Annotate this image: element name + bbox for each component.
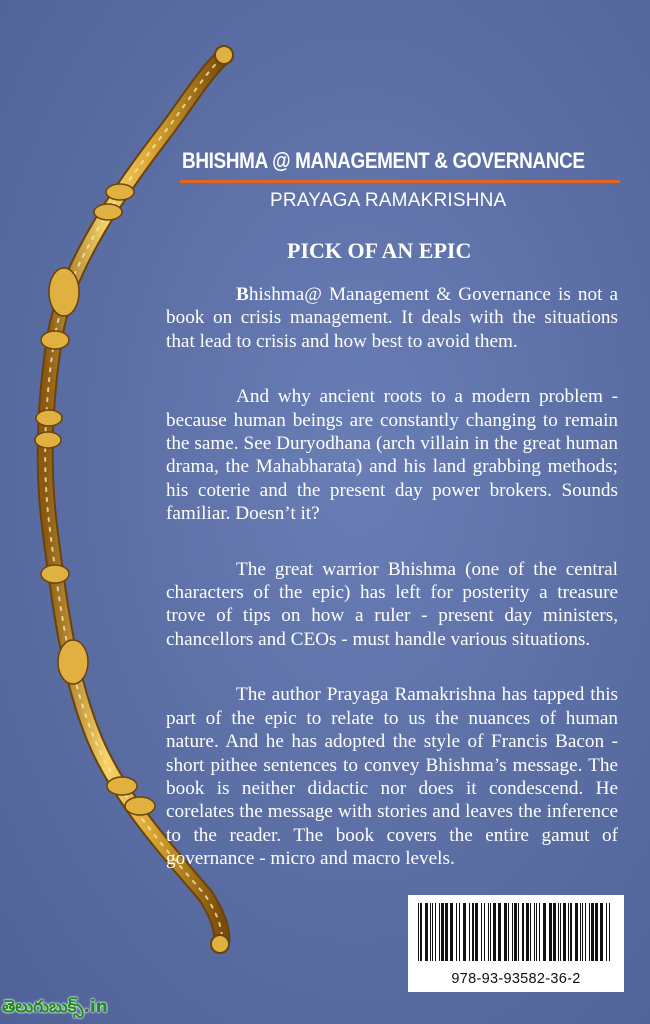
book-title: BHISHMA @ MANAGEMENT & GOVERNANCE [182,148,585,173]
barcode-bar [543,903,546,961]
barcode-bars [418,903,614,961]
barcode-bar [530,903,531,961]
barcode-bar [589,903,590,961]
barcode-bar [526,903,529,961]
barcode-bar [484,903,485,961]
watermark-logo: తెలుగుబుక్స్.in [2,997,108,1017]
barcode-bar [469,903,470,961]
barcode-bar [425,903,428,961]
barcode-bar [418,903,419,961]
barcode-bar [450,903,453,961]
barcode-bar [493,903,496,961]
barcode-bar [534,903,535,961]
barcode-bar [512,903,513,961]
barcode-bar [514,903,517,961]
barcode-bar [463,903,466,961]
title-divider [180,180,620,183]
barcode-bar [498,903,501,961]
barcode-bar [441,903,444,961]
blurb-paragraph-3: The great warrior Bhishma (one of the central characters of the epic) has left for posterity a treasure trove of tips on how a ruler - present day ministers, chancellors and CEOs - must handle various situations. [166,558,618,650]
barcode-bar [490,903,491,961]
barcode-bar [472,903,474,961]
barcode-bar [558,903,559,961]
author-name: PRAYAGA RAMAKRISHNA [270,190,507,211]
blurb-text [166,283,618,871]
barcode-bar [549,903,552,961]
barcode-bar [456,903,457,961]
barcode-bar [580,903,581,961]
isbn-barcode [408,895,624,992]
barcode-bar [595,903,598,961]
blurb-heading: PICK OF AN EPIC [287,238,472,263]
barcode-bar [539,903,540,961]
barcode-bar [445,903,448,961]
barcode-bar [553,903,556,961]
barcode-bar [432,903,433,961]
barcode-bar [568,903,569,961]
barcode-bar [591,903,594,961]
barcode-bar [563,903,566,961]
barcode-bar [609,903,610,961]
barcode-bar [508,903,509,961]
barcode-bar [585,903,586,961]
barcode-bar [504,903,507,961]
barcode-bar [600,903,603,961]
blurb-paragraph-2: And why ancient roots to a modern problem - because human beings are constantly changing to remain the same. See Duryodhana (arch villain in the great human drama, the Mahabharata) and his land grabbing methods; his coterie and the present day power brokers. Sounds familiar. Doesn’t it? [166,386,618,525]
isbn-number: 978-93-93582-36-2 [451,971,581,987]
barcode-bar [435,903,436,961]
blurb-paragraph-1: Bhishma@ Management & Governance is not a book on crisis management. It deals with the situations that lead to crisis and how best to avoid them. [166,284,618,352]
barcode-bar [570,903,572,961]
barcode-bar [420,903,422,961]
barcode-bar [522,903,524,961]
barcode-bar [582,903,583,961]
barcode-bar [439,903,440,961]
barcode-bar [430,903,431,961]
barcode-bar [475,903,478,961]
barcode-bar [481,903,482,961]
blurb-paragraph-4: The author Prayaga Ramakrishna has tapped this part of the epic to relate to us the nuances of human nature. And he has adopted the style of Francis Bacon - short pithee sentences to convey Bhishma’s message. The book is neither didactic nor does it condescend. He corelates the message with stories and leaves the inference to the reader. The book covers the entire gamut of governance - micro and macro levels. [166,684,618,870]
barcode-bar [518,903,519,961]
drop-initial: B [236,284,249,305]
barcode-bar [536,903,537,961]
barcode-bar [606,903,607,961]
bow-top-tip [215,46,233,64]
barcode-bar [575,903,578,961]
barcode-bar [459,903,460,961]
bow-bottom-tip [211,935,229,953]
barcode-bar [488,903,489,961]
barcode-bar [560,903,561,961]
